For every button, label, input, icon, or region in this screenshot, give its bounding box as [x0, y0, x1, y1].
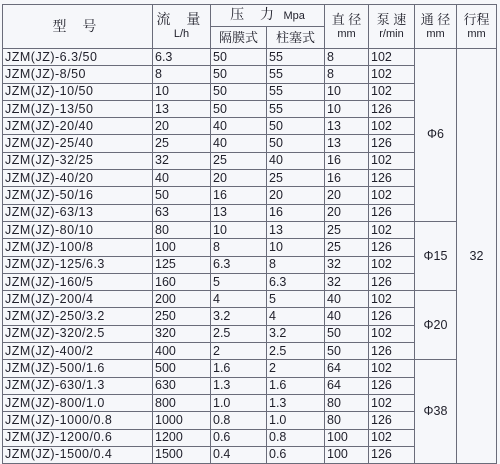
diameter-cell: 32 — [325, 273, 369, 290]
pump-speed-cell: 126 — [369, 100, 415, 117]
flow-cell: 10 — [153, 83, 211, 100]
diameter-cell: 80 — [325, 412, 369, 429]
pump-speed-cell: 102 — [369, 66, 415, 83]
pressure-diaphragm-cell: 0.6 — [211, 429, 267, 446]
pump-speed-cell: 102 — [369, 83, 415, 100]
pressure-diaphragm-cell: 1.0 — [211, 394, 267, 411]
stroke-cell: 32 — [457, 49, 497, 464]
table-row — [3, 360, 497, 377]
port-diameter-cell: Φ6 — [415, 49, 457, 222]
flow-cell: 100 — [153, 239, 211, 256]
model-cell: JZM(JZ)-800/1.0 — [3, 394, 153, 411]
model-cell: JZM(JZ)-1200/0.6 — [3, 429, 153, 446]
pressure-diaphragm-cell: 0.8 — [211, 412, 267, 429]
diameter-cell: 40 — [325, 308, 369, 325]
pressure-diaphragm-cell: 4 — [211, 291, 267, 308]
pressure-diaphragm-cell: 1.6 — [211, 360, 267, 377]
flow-cell: 800 — [153, 394, 211, 411]
flow-cell: 320 — [153, 325, 211, 342]
flow-cell: 6.3 — [153, 49, 211, 66]
pump-speed-cell: 126 — [369, 377, 415, 394]
flow-cell: 250 — [153, 308, 211, 325]
diameter-cell: 64 — [325, 360, 369, 377]
model-cell: JZM(JZ)-500/1.6 — [3, 360, 153, 377]
pressure-diaphragm-cell: 13 — [211, 204, 267, 221]
pump-speed-cell: 102 — [369, 187, 415, 204]
pressure-piston-cell: 1.0 — [267, 412, 325, 429]
header-pressure-diaphragm: 隔膜式 — [211, 27, 267, 49]
pump-speed-cell: 102 — [369, 118, 415, 135]
pressure-piston-cell: 50 — [267, 118, 325, 135]
pressure-piston-cell: 8 — [267, 256, 325, 273]
pump-speed-cell: 102 — [369, 394, 415, 411]
pressure-piston-cell: 1.6 — [267, 377, 325, 394]
diameter-cell: 50 — [325, 343, 369, 360]
model-cell: JZM(JZ)-25/40 — [3, 135, 153, 152]
pressure-diaphragm-cell: 2.5 — [211, 325, 267, 342]
table-header — [3, 5, 497, 49]
header-port: 通 径 mm — [415, 5, 457, 49]
pressure-diaphragm-cell: 25 — [211, 152, 267, 169]
diameter-cell: 20 — [325, 187, 369, 204]
model-cell: JZM(JZ)-1500/0.4 — [3, 446, 153, 463]
pressure-piston-cell: 2 — [267, 360, 325, 377]
header-model: 型 号 — [3, 5, 153, 49]
pump-speed-cell: 102 — [369, 429, 415, 446]
table-row — [3, 291, 497, 308]
model-cell: JZM(JZ)-32/25 — [3, 152, 153, 169]
flow-cell: 1200 — [153, 429, 211, 446]
diameter-cell: 16 — [325, 152, 369, 169]
header-flow: 流 量 L/h — [153, 5, 211, 49]
model-cell: JZM(JZ)-8/50 — [3, 66, 153, 83]
flow-cell: 1500 — [153, 446, 211, 463]
flow-cell: 80 — [153, 221, 211, 238]
pressure-piston-cell: 20 — [267, 187, 325, 204]
header-pressure: 压 力 Mpa — [211, 5, 325, 27]
pressure-piston-cell: 55 — [267, 66, 325, 83]
flow-cell: 160 — [153, 273, 211, 290]
port-diameter-cell: Φ15 — [415, 221, 457, 290]
pressure-diaphragm-cell: 0.4 — [211, 446, 267, 463]
model-cell: JZM(JZ)-100/8 — [3, 239, 153, 256]
pressure-piston-cell: 4 — [267, 308, 325, 325]
pressure-piston-cell: 6.3 — [267, 273, 325, 290]
pressure-piston-cell: 0.6 — [267, 446, 325, 463]
pressure-diaphragm-cell: 10 — [211, 221, 267, 238]
flow-cell: 40 — [153, 170, 211, 187]
pressure-diaphragm-cell: 6.3 — [211, 256, 267, 273]
model-cell: JZM(JZ)-125/6.3 — [3, 256, 153, 273]
model-cell: JZM(JZ)-10/50 — [3, 83, 153, 100]
pump-speed-cell: 126 — [369, 446, 415, 463]
model-cell: JZM(JZ)-320/2.5 — [3, 325, 153, 342]
flow-cell: 1000 — [153, 412, 211, 429]
diameter-cell: 13 — [325, 118, 369, 135]
model-cell: JZM(JZ)-63/13 — [3, 204, 153, 221]
pressure-piston-cell: 55 — [267, 49, 325, 66]
model-cell: JZM(JZ)-13/50 — [3, 100, 153, 117]
pump-speed-cell: 126 — [369, 204, 415, 221]
diameter-cell: 100 — [325, 429, 369, 446]
pressure-diaphragm-cell: 20 — [211, 170, 267, 187]
pressure-piston-cell: 25 — [267, 170, 325, 187]
flow-cell: 200 — [153, 291, 211, 308]
model-cell: JZM(JZ)-50/16 — [3, 187, 153, 204]
pressure-piston-cell: 40 — [267, 152, 325, 169]
pressure-piston-cell: 3.2 — [267, 325, 325, 342]
pump-speed-cell: 126 — [369, 412, 415, 429]
header-pump-speed: 泵 速 r/min — [369, 5, 415, 49]
pressure-piston-cell: 50 — [267, 135, 325, 152]
header-stroke: 行程 mm — [457, 5, 497, 49]
table-body — [3, 49, 497, 464]
pump-speed-cell: 102 — [369, 291, 415, 308]
flow-cell: 25 — [153, 135, 211, 152]
model-cell: JZM(JZ)-40/20 — [3, 170, 153, 187]
pressure-piston-cell: 2.5 — [267, 343, 325, 360]
diameter-cell: 8 — [325, 66, 369, 83]
port-diameter-cell: Φ20 — [415, 291, 457, 360]
pressure-diaphragm-cell: 8 — [211, 239, 267, 256]
pressure-diaphragm-cell: 50 — [211, 83, 267, 100]
pump-speed-cell: 102 — [369, 360, 415, 377]
pump-speed-cell: 126 — [369, 135, 415, 152]
model-cell: JZM(JZ)-400/2 — [3, 343, 153, 360]
header-diameter: 直 径 mm — [325, 5, 369, 49]
pressure-piston-cell: 1.3 — [267, 394, 325, 411]
pressure-piston-cell: 16 — [267, 204, 325, 221]
pump-speed-cell: 102 — [369, 49, 415, 66]
flow-cell: 630 — [153, 377, 211, 394]
pressure-diaphragm-cell: 3.2 — [211, 308, 267, 325]
pressure-piston-cell: 13 — [267, 221, 325, 238]
pump-speed-cell: 102 — [369, 221, 415, 238]
pressure-diaphragm-cell: 2 — [211, 343, 267, 360]
diameter-cell: 13 — [325, 135, 369, 152]
pressure-diaphragm-cell: 5 — [211, 273, 267, 290]
flow-cell: 13 — [153, 100, 211, 117]
model-cell: JZM(JZ)-630/1.3 — [3, 377, 153, 394]
model-cell: JZM(JZ)-20/40 — [3, 118, 153, 135]
pump-speed-cell: 102 — [369, 152, 415, 169]
pump-speed-cell: 126 — [369, 308, 415, 325]
pressure-piston-cell: 10 — [267, 239, 325, 256]
pump-speed-cell: 126 — [369, 170, 415, 187]
model-cell: JZM(JZ)-1000/0.8 — [3, 412, 153, 429]
diameter-cell: 25 — [325, 239, 369, 256]
header-pressure-piston: 柱塞式 — [267, 27, 325, 49]
pressure-piston-cell: 55 — [267, 100, 325, 117]
model-cell: JZM(JZ)-160/5 — [3, 273, 153, 290]
diameter-cell: 16 — [325, 170, 369, 187]
diameter-cell: 80 — [325, 394, 369, 411]
pressure-diaphragm-cell: 50 — [211, 66, 267, 83]
pump-spec-table — [2, 4, 497, 464]
port-diameter-cell: Φ38 — [415, 360, 457, 464]
flow-cell: 63 — [153, 204, 211, 221]
diameter-cell: 40 — [325, 291, 369, 308]
flow-cell: 500 — [153, 360, 211, 377]
pressure-diaphragm-cell: 16 — [211, 187, 267, 204]
pressure-diaphragm-cell: 50 — [211, 100, 267, 117]
table-row — [3, 49, 497, 66]
flow-cell: 400 — [153, 343, 211, 360]
flow-cell: 50 — [153, 187, 211, 204]
pressure-diaphragm-cell: 1.3 — [211, 377, 267, 394]
diameter-cell: 20 — [325, 204, 369, 221]
pump-speed-cell: 126 — [369, 343, 415, 360]
pump-speed-cell: 102 — [369, 325, 415, 342]
flow-cell: 8 — [153, 66, 211, 83]
diameter-cell: 8 — [325, 49, 369, 66]
table-row — [3, 221, 497, 238]
flow-cell: 125 — [153, 256, 211, 273]
diameter-cell: 100 — [325, 446, 369, 463]
diameter-cell: 25 — [325, 221, 369, 238]
model-cell: JZM(JZ)-6.3/50 — [3, 49, 153, 66]
diameter-cell: 10 — [325, 100, 369, 117]
flow-cell: 20 — [153, 118, 211, 135]
model-cell: JZM(JZ)-200/4 — [3, 291, 153, 308]
pressure-piston-cell: 0.8 — [267, 429, 325, 446]
pressure-diaphragm-cell: 40 — [211, 135, 267, 152]
model-cell: JZM(JZ)-80/10 — [3, 221, 153, 238]
pump-speed-cell: 126 — [369, 239, 415, 256]
pump-speed-cell: 126 — [369, 273, 415, 290]
diameter-cell: 50 — [325, 325, 369, 342]
pressure-piston-cell: 5 — [267, 291, 325, 308]
pressure-diaphragm-cell: 40 — [211, 118, 267, 135]
diameter-cell: 32 — [325, 256, 369, 273]
pressure-piston-cell: 55 — [267, 83, 325, 100]
diameter-cell: 64 — [325, 377, 369, 394]
model-cell: JZM(JZ)-250/3.2 — [3, 308, 153, 325]
flow-cell: 32 — [153, 152, 211, 169]
diameter-cell: 10 — [325, 83, 369, 100]
pressure-diaphragm-cell: 50 — [211, 49, 267, 66]
pump-speed-cell: 102 — [369, 256, 415, 273]
